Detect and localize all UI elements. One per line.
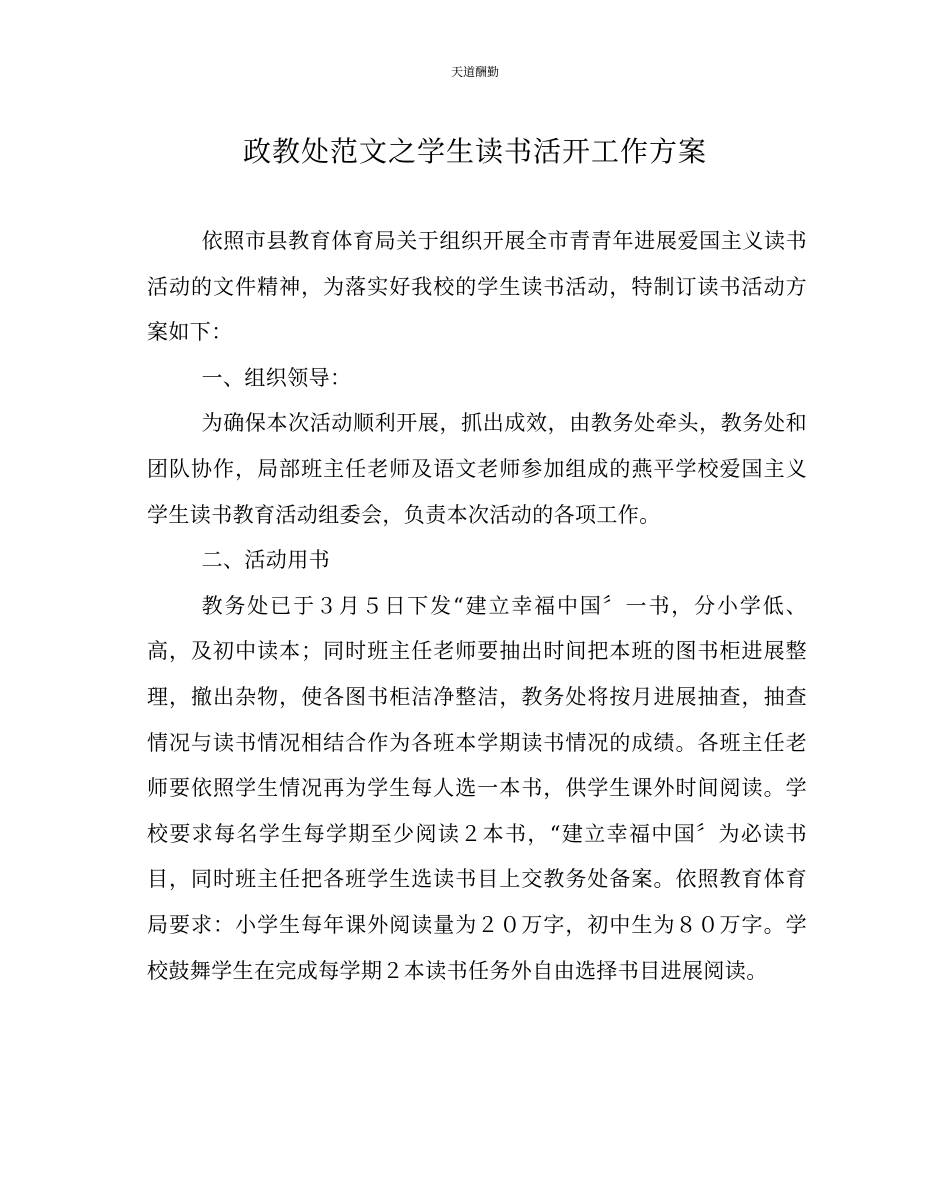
paragraph-intro: 依照市县教育体育局关于组织开展全市青青年进展爱国主义读书活动的文件精神，为落实好我校的学生读书活动，特制订读书活动方案如下： — [147, 229, 807, 345]
paragraph-organization: 为确保本次活动顺利开展，抓出成效，由教务处牵头，教务处和团队协作，局部班主任老师及语文老师参加组成的燕平学校爱国主义学生读书教育活动组委会，负责本次活动的各项工作。 — [147, 411, 807, 527]
section-heading-books: 二、活动用书 — [201, 548, 330, 573]
paragraph-books: 教务处已于３月５日下发“建立幸福中国〞一书，分小学低、高，及初中读本；同时班主任老师要抽出时间把本班的图书柜进展整理，撤出杂物，使各图书柜洁净整洁，教务处将按月进展抽查，抽查情况与读书情况相结合作为各班本学期读书情况的成绩。各班主任老师要依照学生情况再为学生每人选一本书，供学生课外时间阅读。学校要求每名学生每学期至少阅读２本书，“建立幸福中国〞为必读书目，同时班主任把各班学生选读书目上交教务处备案。依照教育体育局要求：小学生每年课外阅读量为２０万字，初中生为８０万字。学校鼓舞学生在完成每学期２本读书任务外自由选择书目进展阅读。 — [147, 593, 807, 983]
document-body — [147, 219, 807, 994]
page-header: 天道酬勤 — [450, 65, 499, 79]
section-heading-organization: 一、组织领导： — [201, 365, 352, 390]
page-title: 政教处范文之学生读书活开工作方案 — [242, 135, 707, 168]
